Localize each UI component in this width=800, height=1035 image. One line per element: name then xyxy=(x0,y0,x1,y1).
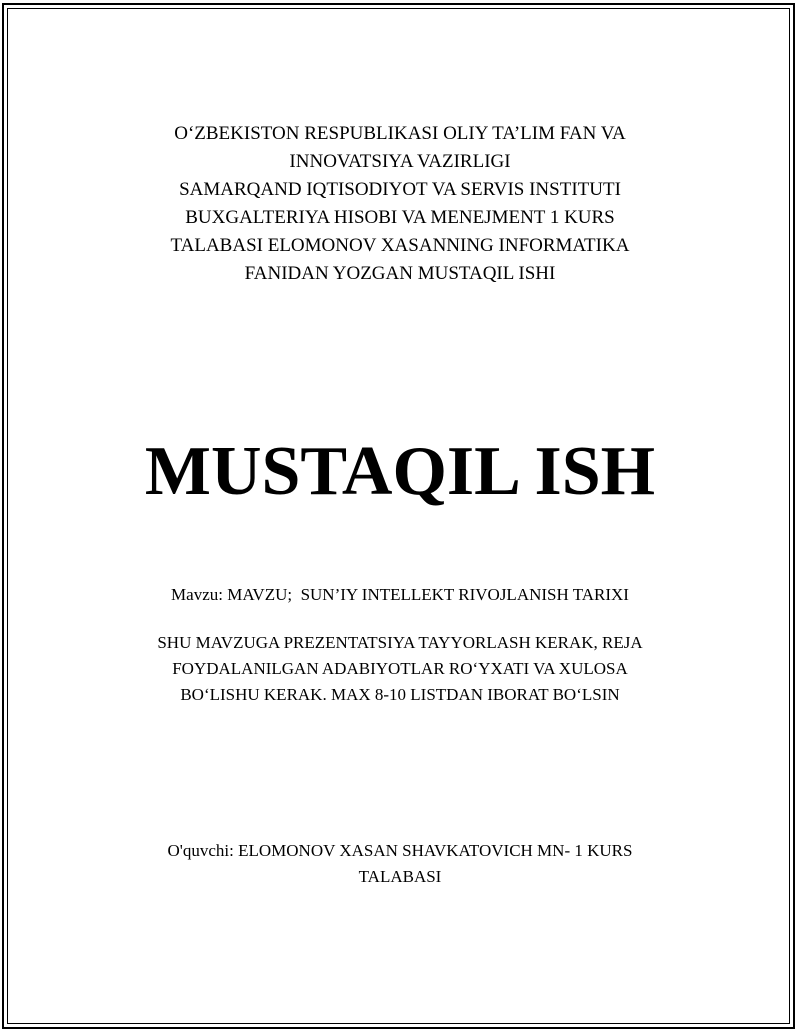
task-description xyxy=(0,630,800,708)
institution-header xyxy=(0,120,800,288)
student-info xyxy=(0,838,800,890)
header-line: FANIDAN YOZGAN MUSTAQIL ISHI xyxy=(244,263,556,284)
header-line: BUXGALTERIYA HISOBI VA MENEJMENT 1 KURS xyxy=(185,207,615,228)
header-line: TALABASI ELOMONOV XASANNING INFORMATIKA xyxy=(170,235,630,256)
task-line: SHU MAVZUGA PREZENTATSIYA TAYYORLASH KERAK, REJA xyxy=(157,633,643,652)
header-line: O‘ZBEKISTON RESPUBLIKASI OLIY TA’LIM FAN VA xyxy=(174,123,626,144)
task-line: BO‘LISHU KERAK. MAX 8-10 LISTDAN IBORAT BO‘LSIN xyxy=(180,685,620,704)
student-line: O'quvchi: ELOMONOV XASAN SHAVKATOVICH MN- 1 KURS xyxy=(167,841,633,860)
topic-line: Mavzu: MAVZU; SUN’IY INTELLEKT RIVOJLANISH TARIXI xyxy=(171,585,629,604)
task-line: FOYDALANILGAN ADABIYOTLAR RO‘YXATI VA XULOSA xyxy=(172,659,628,678)
header-line: SAMARQAND IQTISODIYOT VA SERVIS INSTITUTI xyxy=(179,179,621,200)
student-line: TALABASI xyxy=(358,867,442,886)
document-title: MUSTAQIL ISH xyxy=(144,433,656,510)
header-line: INNOVATSIYA VAZIRLIGI xyxy=(289,151,511,172)
